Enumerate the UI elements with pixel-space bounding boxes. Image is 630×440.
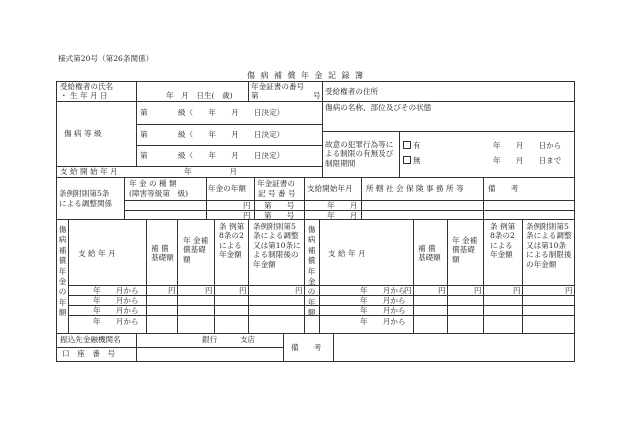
grade-row-1: 第 級（ 年 月 日決定） [140,108,285,117]
right-row-4-month: 年 月から [360,317,406,326]
right-yen-1: 円 [404,286,412,295]
right-vertical-label: 傷病補償年金の年額 [307,225,316,318]
bank-label: 振込先金融機関名 [60,335,121,344]
form-title: 傷病補償年金記録簿 [247,71,369,80]
left-row-4-month: 年 月から [93,317,139,326]
restriction-no: 無 [403,156,421,166]
art5-adj-header-right: 条例附則第5条による調整又は第10条による制限後の年金額 [526,222,572,269]
address-label: 受給権者の住所 [325,87,379,96]
start-month-fill: 年 月 [184,167,238,176]
right-row-3-month: 年 月から [360,306,406,315]
grade-row-2: 第 級（ 年 月 日決定） [140,130,285,139]
right-yen-5: 円 [565,286,573,295]
left-yen-2: 円 [205,286,213,295]
birth-date-fill: 年 月 日生( 歳) [166,91,233,100]
art5-adj-header-left: 条例附則第5条による調整又は第10条による制限後の年金額 [253,222,301,269]
account-label: 口 座 番 号 [62,349,116,358]
art5-label-2: による調整関係 [59,199,113,208]
pay-month-header-left: 支 給 年 月 [78,249,116,258]
art8-header-left: 条 例第8条の2による年金額 [219,222,245,260]
start-month-label: 支 給 開 始 年 月 [60,167,118,176]
restriction-yes: 有 [403,141,421,151]
cert-code-label-2: 記 号 番 号 [258,189,296,198]
left-row-3-month: 年 月から [93,306,139,315]
cert-code-label-1: 年金証書の [257,179,295,188]
dai-go-2: 第 号 [264,211,295,220]
art5-label-1: 条例附則第5条 [59,189,110,198]
left-yen-4: 円 [295,286,303,295]
right-yen-2: 円 [438,286,446,295]
disability-grade-label: (障害等級第 級) [129,189,189,198]
start-month-label-2: 支給開始年月 [307,184,353,193]
yen-2: 円 [243,211,251,220]
restriction-until: 年 月 日まで [493,156,562,165]
injury-label: 傷病の名称、部位及びその状態 [325,103,432,112]
pay-month-header-right: 支 給 年 月 [328,249,366,258]
left-yen-1: 円 [168,286,176,295]
cert-go: 号 [313,91,321,100]
pension-type-label: 年 金 の 種 類 [129,179,177,188]
bottom-remarks-label: 備 考 [291,343,322,352]
bank-branch-fill: 銀行 支店 [202,335,256,344]
checkbox-yes[interactable] [403,141,411,149]
nen-tsuki-1: 年 月 [327,201,358,210]
base-header-left: 補 償基礎額 [151,244,174,263]
annual-base-header-left: 年 金補償基礎額 [183,236,209,264]
nen-tsuki-2: 年 月 [327,211,358,220]
right-row-1-month: 年 月から [360,286,406,295]
cert-number-label: 年金証書の番号 [251,82,305,91]
birth-date-label: ・ 生 年 月 日 [60,91,108,100]
base-header-right: 補 償基礎額 [418,244,441,263]
office-label: 所 轄 社 会 保 険 事 務 所 等 [366,184,464,193]
cert-dai: 第 [251,91,259,100]
checkbox-no[interactable] [403,156,411,164]
recipient-name-label: 受給権者の氏名 [60,82,114,91]
left-row-2-month: 年 月から [93,296,139,305]
pension-amount-label: 年金の年額 [208,184,246,193]
dai-go-1: 第 号 [264,201,295,210]
left-yen-3: 円 [239,286,247,295]
left-row-1-month: 年 月から [93,286,139,295]
crime-restriction-label: 故意の犯罪行為等による制限の有無及び制限期間 [325,140,394,168]
form-number: 様式第20号（第26条関係） [58,54,154,63]
right-yen-3: 円 [474,286,482,295]
restriction-from: 年 月 日から [493,141,562,150]
grade-row-3: 第 級（ 年 月 日決定） [140,151,285,160]
art8-header-right: 条 例第8条の2による年金額 [490,222,516,260]
right-row-2-month: 年 月から [360,296,406,305]
annual-base-header-right: 年 金補償基礎額 [452,236,478,264]
remarks-label: 備 考 [488,184,519,193]
right-yen-4: 円 [513,286,521,295]
grade-label: 傷 病 等 級 [64,129,102,138]
left-vertical-label: 傷病補償年金の年額 [58,225,67,318]
yen-1: 円 [243,201,251,210]
